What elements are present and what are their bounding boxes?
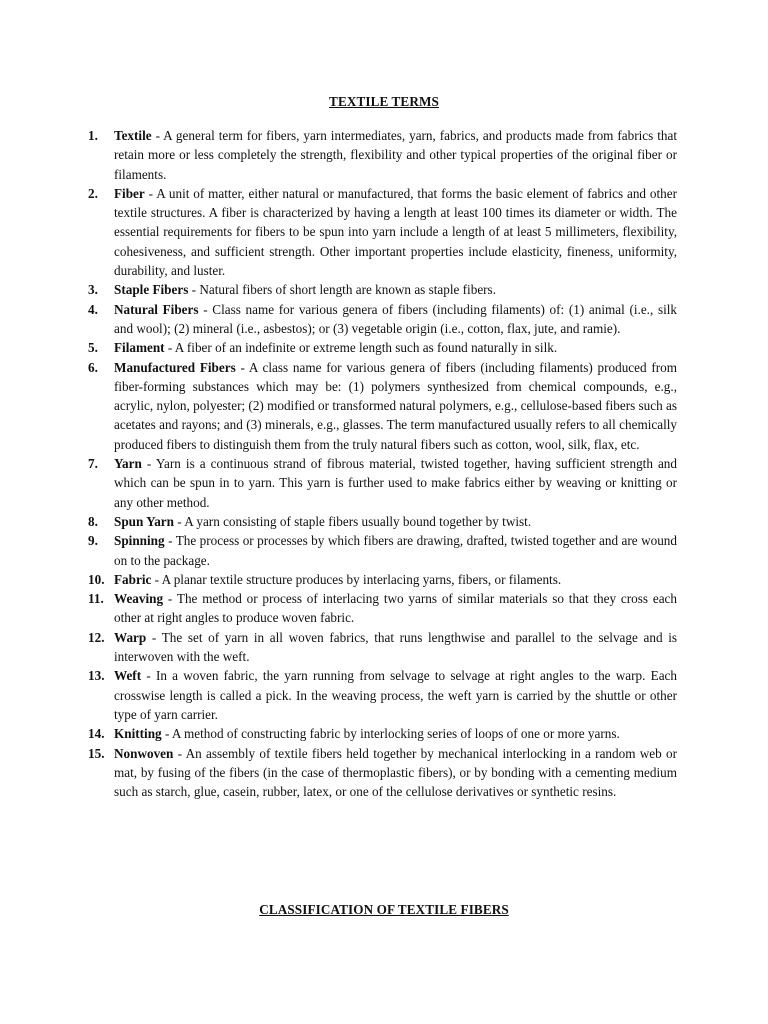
term-name: Manufactured Fibers [114, 359, 236, 375]
term-definition: - The method or process of interlacing two yarns of similar materials so that they cross each other at right angles to produce woven fabric. [114, 591, 677, 626]
term-number: 5. [88, 340, 98, 356]
term-number: 7. [88, 456, 98, 472]
term-number: 13. [88, 668, 105, 684]
term-definition: - A fiber of an indefinite or extreme length such as found naturally in silk. [164, 340, 558, 356]
term-item [88, 666, 677, 724]
term-name: Spinning [114, 533, 165, 549]
term-number: 12. [88, 629, 105, 645]
term-item [88, 184, 677, 280]
term-name: Textile [114, 128, 152, 143]
term-name: Knitting [114, 726, 162, 742]
term-number: 9. [88, 533, 98, 549]
term-item [88, 280, 677, 299]
term-name: Warp [114, 629, 147, 645]
term-name: Fabric [114, 571, 152, 587]
terms-list [88, 126, 677, 801]
section-heading: CLASSIFICATION OF TEXTILE FIBERS [259, 902, 509, 917]
term-name: Fiber [114, 185, 145, 201]
term-name: Staple Fibers [114, 282, 189, 298]
term-name: Filament [114, 340, 165, 356]
term-number: 6. [88, 359, 98, 375]
term-definition: - Class name for various genera of fibers (including filaments) of: (1) animal (i.e., silk and wool); (2) mineral (i.e., asbestos); or (3) vegetable origin (i.e., cotton, flax, jute, and ramie). [114, 301, 677, 336]
term-definition: - An assembly of textile fibers held together by mechanical interlocking in a random web or mat, by fusing of the fibers (in the case of thermoplastic fibers), or by bonding with a cementing medium such as starch, glue, casein, rubber, latex, or one of the cellulose derivatives or synthetic resins. [114, 745, 677, 800]
term-item [88, 126, 677, 184]
term-definition: - The set of yarn in all woven fabrics, that runs lengthwise and parallel to the selvage and is interwoven with the weft. [114, 629, 677, 665]
term-definition: - Yarn is a continuous strand of fibrous material, twisted together, having sufficient strength and which can be spun in to yarn. This yarn is further used to make fabrics either by weaving or knitting or any other method. [114, 456, 677, 510]
term-item [88, 628, 677, 667]
term-item [88, 300, 677, 339]
term-name: Weaving [114, 591, 164, 607]
term-number: 2. [88, 185, 98, 201]
term-number: 14. [88, 726, 105, 742]
term-number: 4. [88, 301, 98, 317]
term-item [88, 724, 677, 743]
term-item [88, 358, 677, 454]
term-definition: - A yarn consisting of staple fibers usually bound together by twist. [174, 513, 532, 529]
term-number: 15. [88, 745, 105, 761]
term-definition: - The process or processes by which fibers are drawing, drafted, twisted together and are wound on to the package. [114, 533, 677, 568]
term-definition: - A method of constructing fabric by interlocking series of loops of one or more yarns. [161, 726, 620, 742]
term-item [88, 512, 677, 531]
term-item [88, 338, 677, 357]
term-name: Yarn [114, 456, 142, 472]
term-item [88, 589, 677, 628]
term-item [88, 570, 677, 589]
term-name: Weft [114, 668, 142, 684]
term-name: Spun Yarn [114, 513, 174, 529]
term-number: 8. [88, 513, 98, 529]
term-definition: - A unit of matter, either natural or manufactured, that forms the basic element of fabrics and other textile structures. A fiber is characterized by having a length at least 100 times its diameter or width. The essential requirements for fibers to be spun into yarn include a length of at least 5 millimeters, flexibility, cohesiveness, and sufficient strength. Other important properties include elasticity, fineness, uniformity, durability, and luster. [114, 185, 677, 279]
term-name: Natural Fibers [114, 301, 199, 317]
term-definition: - Natural fibers of short length are known as staple fibers. [188, 282, 496, 298]
term-item [88, 531, 677, 570]
term-number: 11. [88, 591, 104, 607]
term-number: 3. [88, 282, 98, 298]
term-item [88, 744, 677, 802]
term-name: Nonwoven [114, 745, 174, 761]
term-item [88, 454, 677, 512]
term-definition: - A class name for various genera of fibers (including filaments) produced from fiber-forming substances which may be: (1) polymers synthesized from chemical compounds, e.g., acrylic, nylon, polyester; (2) modified or transformed natural polymers, e.g., cellulose-based fibers such as acetates and rayons; and (3) minerals, e.g., glasses. The term manufactured usually refers to all chemically produced fibers to distinguish them from the truly natural fibers such as cotton, wool, silk, flax, etc. [114, 359, 678, 452]
term-number: 1. [88, 128, 98, 143]
term-definition: - A planar textile structure produces by interlacing yarns, fibers, or filaments. [151, 571, 562, 587]
term-definition: - In a woven fabric, the yarn running from selvage to selvage at right angles to the warp. Each crosswise length is called a pick. In the weaving process, the weft yarn is carried by the shuttle or other type of yarn carrier. [114, 668, 677, 722]
page-title: TEXTILE TERMS [329, 94, 439, 109]
term-number: 10. [88, 571, 105, 587]
term-definition: - A general term for fibers, yarn intermediates, yarn, fabrics, and products made from fabrics that retain more or less completely the strength, flexibility and other typical properties of the original fiber or filaments. [114, 128, 677, 182]
